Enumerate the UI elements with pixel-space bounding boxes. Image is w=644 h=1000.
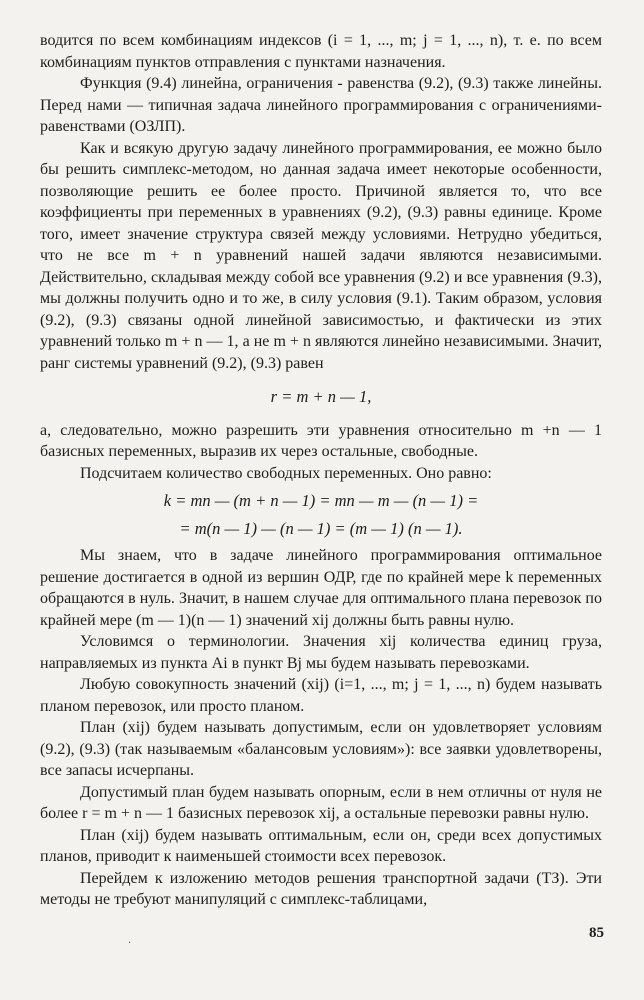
paragraph-9: План (xij) будем называть допустимым, если он удовлетворяет условиям (9.2), (9.3) (так называемым «балансовым условиям»): все заявки удовлетворены, все запасы исчерпаны. (40, 719, 602, 779)
paragraph-11: План (xij) будем называть оптимальным, если он, среди всех допустимых планов, приводит к наименьшей стоимости всех перевозок. (40, 826, 602, 865)
equation-rank: r = m + n — 1, (270, 387, 372, 406)
paragraph-12: Перейдем к изложению методов решения транспортной задачи (ТЗ). Эти методы не требуют манипуляций с симплекс-таблицами, (40, 869, 602, 908)
paragraph-4: а, следовательно, можно разрешить эти уравнения относительно m +n — 1 базисных переменных, выразив их через остальные, свободные. (40, 421, 602, 460)
paragraph-10: Допустимый план будем называть опорным, если в нем отличны от нуля не более r = m + n — 1 базисных перевозок xij, а остальные перевозки равны нулю. (40, 783, 602, 822)
paragraph-2: Функция (9.4) линейна, ограничения - равенства (9.2), (9.3) также линейны. Перед нами — типичная задача линейного программирования с ограничениями-равенствами (ОЗЛП). (40, 75, 602, 135)
paragraph-7: Условимся о терминологии. Значения xij количества единиц груза, направляемых из пункта Ai в пункт Bj мы будем называть перевозками. (40, 633, 602, 672)
equation-free-vars-1: k = mn — (m + n — 1) = mn — m — (n — 1) = (163, 491, 479, 510)
paragraph-6: Мы знаем, что в задаче линейного программирования оптимальное решение достигается в одной из вершин ОДР, где по крайней мере k переменных обращаются в нуль. Значит, в нашем случае для оптимального плана перевозок по крайней мере (m — 1)(n — 1) значений xij должны быть равны нулю. (40, 547, 602, 629)
equation-free-vars-2: = m(n — 1) — (n — 1) = (m — 1) (n — 1). (179, 518, 463, 538)
print-speck: · (128, 938, 132, 949)
paragraph-8: Любую совокупность значений (xij) (i=1, ..., m; j = 1, ..., n) будем называть планом перевозок, или просто планом. (40, 676, 602, 715)
paragraph-3: Как и всякую другую задачу линейного программирования, ее можно было бы решить симплекс-методом, но данная задача имеет некоторые особенности, позволяющие решить ее более просто. Причиной является то, что все коэффициенты при переменных в уравнениях (9.2), (9.3) равны единице. Кроме того, имеет значение структура связей между условиями. Нетрудно убедиться, что не все m + n уравнений нашей задачи являются независимыми. Действительно, складывая между собой все уравнения (9.2) и все уравнения (9.3), мы должны получить одно и то же, в силу условия (9.1). Таким образом, условия (9.2), (9.3) связаны одной линейной зависимостью, и фактически из этих уравнений только m + n — 1, а не m + n являются линейно независимыми. Значит, ранг системы уравнений (9.2), (9.3) равен (40, 139, 602, 372)
paragraph-1: водится по всем комбинациям индексов (i = 1, ..., m; j = 1, ..., n), т. е. по всем комбинациям пунктов отправления с пунктами назначения. (40, 32, 602, 71)
body-text (40, 30, 602, 911)
page-number: 85 (589, 925, 604, 941)
paragraph-5: Подсчитаем количество свободных переменных. Оно равно: (80, 464, 492, 482)
